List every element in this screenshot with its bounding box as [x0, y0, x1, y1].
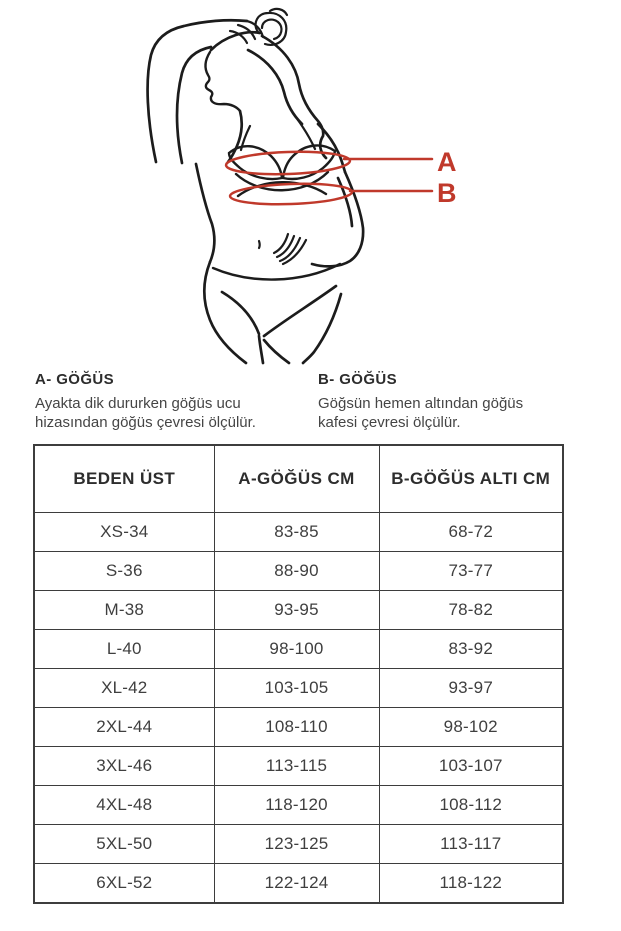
description-a — [35, 371, 310, 432]
cell-chest: 108-110 — [214, 708, 379, 747]
hand-on-hip — [274, 234, 306, 264]
table-row — [34, 825, 563, 864]
bikini-strap-right — [298, 120, 315, 149]
hair-strand-inner — [248, 50, 302, 124]
table-row — [34, 591, 563, 630]
cell-size: L-40 — [34, 630, 214, 669]
cell-chest: 103-105 — [214, 669, 379, 708]
description-a-line2: hizasından göğüs çevresi ölçülür. — [35, 414, 256, 431]
table-row — [34, 630, 563, 669]
leg-right-inner — [264, 340, 289, 363]
header-size: BEDEN ÜST — [34, 445, 214, 513]
cell-size: 5XL-50 — [34, 825, 214, 864]
cell-size: 4XL-48 — [34, 786, 214, 825]
cell-underbust: 68-72 — [379, 513, 563, 552]
torso-left — [196, 164, 214, 262]
description-a-line1: Ayakta dik dururken göğüs ucu — [35, 395, 241, 412]
cell-underbust: 83-92 — [379, 630, 563, 669]
description-b — [318, 371, 593, 432]
measurement-figure — [0, 0, 621, 368]
cell-size: S-36 — [34, 552, 214, 591]
table-row — [34, 669, 563, 708]
description-b-line2: kafesi çevresi ölçülür. — [318, 414, 461, 431]
cell-underbust: 98-102 — [379, 708, 563, 747]
bikini-bottom-left — [222, 292, 259, 334]
cell-underbust: 103-107 — [379, 747, 563, 786]
cell-underbust: 118-122 — [379, 864, 563, 904]
description-b-line1: Göğsün hemen altından göğüs — [318, 395, 524, 412]
cell-chest: 88-90 — [214, 552, 379, 591]
cell-chest: 83-85 — [214, 513, 379, 552]
table-row — [34, 513, 563, 552]
table-row — [34, 552, 563, 591]
cell-underbust: 78-82 — [379, 591, 563, 630]
description-a-title: A- GÖĞÜS — [35, 371, 115, 388]
navel — [259, 241, 260, 248]
cell-chest: 98-100 — [214, 630, 379, 669]
label-b: B — [437, 178, 457, 208]
raised-arm-outer — [148, 20, 247, 162]
label-a: A — [437, 147, 457, 177]
description-b-title: B- GÖĞÜS — [318, 371, 398, 388]
leg-left-inner — [259, 336, 263, 363]
table-row — [34, 708, 563, 747]
bikini-bottom-right — [264, 286, 336, 336]
cell-underbust: 73-77 — [379, 552, 563, 591]
cell-chest: 123-125 — [214, 825, 379, 864]
header-underbust: B-GÖĞÜS ALTI CM — [379, 445, 563, 513]
table-row — [34, 747, 563, 786]
cell-size: 6XL-52 — [34, 864, 214, 904]
cell-size: XL-42 — [34, 669, 214, 708]
measurement-labels — [437, 147, 457, 208]
cell-underbust: 108-112 — [379, 786, 563, 825]
cell-size: 2XL-44 — [34, 708, 214, 747]
size-guide-figure-svg — [0, 0, 621, 368]
table-row — [34, 864, 563, 904]
cell-chest: 118-120 — [214, 786, 379, 825]
cell-chest: 122-124 — [214, 864, 379, 904]
cell-chest: 113-115 — [214, 747, 379, 786]
cell-underbust: 93-97 — [379, 669, 563, 708]
face-profile — [206, 52, 240, 111]
size-table — [33, 444, 564, 904]
cell-size: M-38 — [34, 591, 214, 630]
header-chest: A-GÖĞÜS CM — [214, 445, 379, 513]
underbust-measure-ellipse-b — [230, 182, 353, 206]
cell-size: 3XL-46 — [34, 747, 214, 786]
size-table-header-row — [34, 445, 563, 513]
measurement-annotations — [226, 150, 432, 206]
table-row — [34, 786, 563, 825]
cell-underbust: 113-117 — [379, 825, 563, 864]
hair-strand-outer — [262, 36, 326, 158]
cell-size: XS-34 — [34, 513, 214, 552]
cell-chest: 93-95 — [214, 591, 379, 630]
